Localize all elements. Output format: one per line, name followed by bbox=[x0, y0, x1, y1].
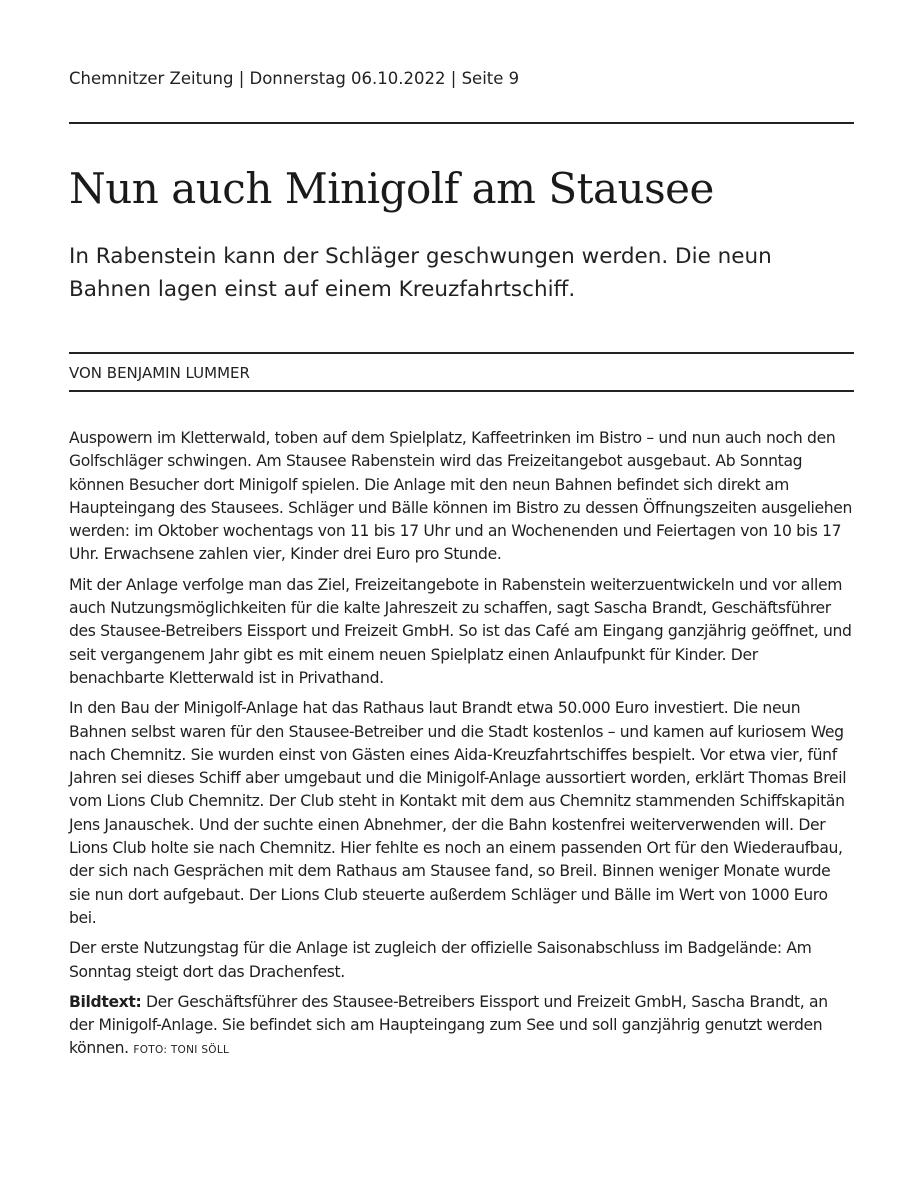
photo-credit: FOTO: TONI SÖLL bbox=[133, 1044, 230, 1057]
caption-text: Der Geschäftsführer des Stausee-Betreibers Eissport und Freizeit GmbH, Sascha Brandt, an der Minigolf-Anlage. Sie befindet sich am Haupteingang zum See und soll ganzjährig genutzt werden können. bbox=[69, 992, 828, 1058]
byline: VON BENJAMIN LUMMER bbox=[69, 364, 250, 382]
article-body bbox=[69, 427, 854, 1070]
body-paragraph: In den Bau der Minigolf-Anlage hat das Rathaus laut Brandt etwa 50.000 Euro investiert. Die neun Bahnen selbst waren für den Stausee-Betreiber und die Stadt kostenlos – und kamen auf kuriosem Weg nach Chemnitz. Sie wurden einst von Gästen eines Aida-Kreuzfahrtschiffes bespielt. Vor etwa vier, fünf Jahren sei dieses Schiff aber umgebaut und die Minigolf-Anlage aussortiert worden, erklärt Thomas Breil vom Lions Club Chemnitz. Der Club steht in Kontakt mit dem aus Chemnitz stammenden Schiffskapitän Jens Janauschek. Und der suchte einen Abnehmer, der die Bahn kostenfrei weiterverwenden will. Der Lions Club holte sie nach Chemnitz. Hier fehlte es noch an einem passenden Ort für den Wiederaufbau, der sich nach Gesprächen mit dem Rathaus am Stausee fand, so Breil. Binnen weniger Monate wurde sie nun dort aufgebaut. Der Lions Club steuerte außerdem Schläger und Bälle im Wert von 1000 Euro bei. bbox=[69, 699, 847, 927]
body-paragraph: Auspowern im Kletterwald, toben auf dem Spielplatz, Kaffeetrinken im Bistro – und nun auch noch den Golfschläger schwingen. Am Stausee Rabenstein wird das Freizeitangebot ausgebaut. Ab Sonntag können Besucher dort Minigolf spielen. Die Anlage mit den neun Bahnen befindet sich direkt am Haupteingang des Stausees. Schläger und Bälle können im Bistro zu dessen Öffnungszeiten ausgeliehen werden: im Oktober wochentags von 11 bis 17 Uhr und an Wochenenden und Feiertagen von 10 bis 17 Uhr. Erwachsene zahlen vier, Kinder drei Euro pro Stunde. bbox=[69, 429, 853, 564]
top-divider bbox=[69, 122, 854, 124]
caption-label: Bildtext: bbox=[69, 992, 142, 1011]
masthead: Chemnitzer Zeitung | Donnerstag 06.10.2022 | Seite 9 bbox=[69, 69, 520, 88]
headline: Nun auch Minigolf am Stausee bbox=[69, 164, 714, 213]
subheadline: In Rabenstein kann der Schläger geschwungen werden. Die neun Bahnen lagen einst auf einem Kreuzfahrtschiff. bbox=[69, 244, 772, 302]
photo-caption bbox=[69, 991, 854, 1063]
byline-top-divider bbox=[69, 352, 854, 354]
body-paragraph: Der erste Nutzungstag für die Anlage ist zugleich der offizielle Saisonabschluss im Badgelände: Am Sonntag steigt dort das Drachenfest. bbox=[69, 939, 812, 981]
body-paragraph: Mit der Anlage verfolge man das Ziel, Freizeitangebote in Rabenstein weiterzuentwickeln und vor allem auch Nutzungsmöglichkeiten für die kalte Jahreszeit zu schaffen, sagt Sascha Brandt, Geschäftsführer des Stausee-Betreibers Eissport und Freizeit GmbH. So ist das Café am Eingang ganzjährig geöffnet, und seit vergangenem Jahr gibt es mit einem neuen Spielplatz einen Anlaufpunkt für Kinder. Der benachbarte Kletterwald ist in Privathand. bbox=[69, 575, 852, 687]
byline-bottom-divider bbox=[69, 390, 854, 392]
